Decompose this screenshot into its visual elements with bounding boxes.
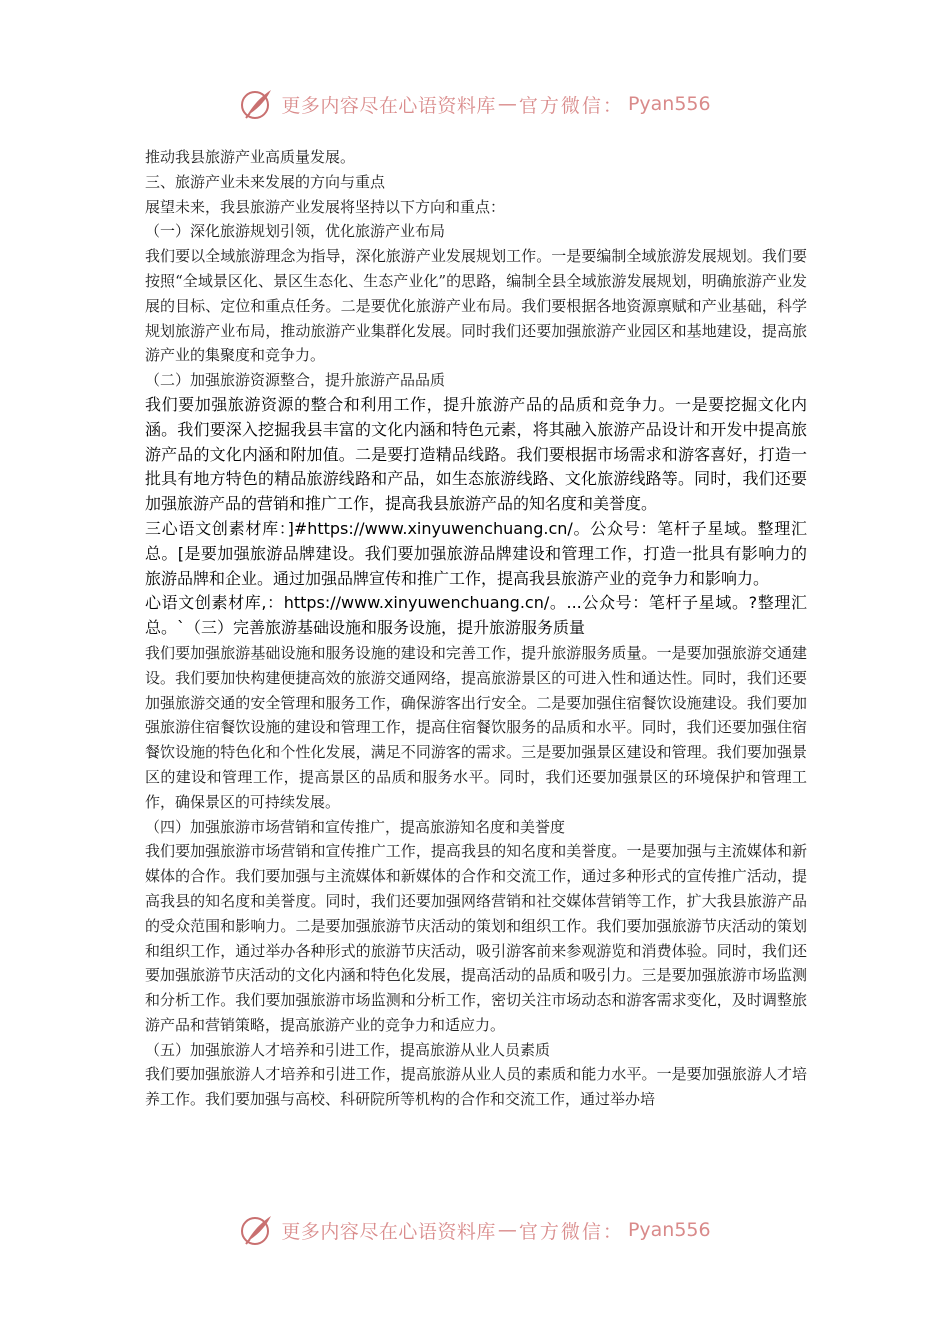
paragraph-sans: 心语文创素材库,：https://www.xinyuwenchuang.cn/。...公众号：笔杆子星域。?整理汇总。`（三）完善旅游基础设施和服务设施，提升旅游服务质量 — [145, 593, 807, 638]
paragraph-sans: 我们要加强旅游资源的整合和利用工作，提升旅游产品的品质和竞争力。一是要挖掘文化内涵。我们要深入挖掘我县丰富的文化内涵和特色元素，将其融入旅游产品设计和开发中提高旅游产品的文化内涵和附加值。二是要打造精品线路。我们要根据市场需求和游客喜好，打造一批具有地方特色的精品旅游线路和产品，如生态旅游线路、文化旅游线路等。同时，我们还要加强旅游产品的营销和推广工作，提高我县旅游产品的知名度和美誉度。 — [145, 394, 807, 514]
banner-dash: — — [497, 1219, 517, 1241]
banner-wechat-label: 官方微信： — [518, 1220, 624, 1243]
subsection-heading: （一）深化旅游规划引领，优化旅游产业布局 — [145, 222, 446, 241]
section-heading: 三、旅游产业未来发展的方向与重点 — [145, 172, 386, 191]
document-body — [145, 145, 807, 1112]
paragraph-sans: 三心语文创素材库：]#https://www.xinyuwenchuang.cn/。公众号：笔杆子星域。整理汇总。[是要加强旅游品牌建设。我们要加强旅游品牌建设和管理工作，打造一批具有影响力的旅游品牌和企业。通过加强品牌宣传和推广工作，提高我县旅游产业的竞争力和影响力。 — [145, 518, 807, 588]
banner-slogan: 更多内容尽在心语资料库 — [281, 94, 496, 117]
banner-wechat-id: Pyan556 — [627, 1219, 711, 1241]
banner-wechat-label: 官方微信： — [518, 94, 624, 117]
paragraph: 我们要加强旅游基础设施和服务设施的建设和完善工作，提升旅游服务质量。一是要加强旅游交通建设。我们要加快构建便捷高效的旅游交通网络，提高旅游景区的可进入性和通达性。同时，我们还要加强旅游交通的安全管理和服务工作，确保游客出行安全。二是要加强住宿餐饮设施建设。我们要加强旅游住宿餐饮设施的建设和管理工作，提高住宿餐饮服务的品质和水平。同时，我们还要加强住宿餐饮设施的特色化和个性化发展，满足不同游客的需求。三是要加强景区建设和管理。我们要加强景区的建设和管理工作，提高景区的品质和服务水平。同时，我们还要加强景区的环境保护和管理工作，确保景区的可持续发展。 — [145, 643, 807, 811]
footer-banner — [0, 1208, 950, 1252]
paragraph: 我们要加强旅游市场营销和宣传推广工作，提高我县的知名度和美誉度。一是要加强与主流媒体和新媒体的合作。我们要加强与主流媒体和新媒体的合作和交流工作，通过多种形式的宣传推广活动，提高我县的知名度和美誉度。同时，我们还要加强网络营销和社交媒体营销等工作，扩大我县旅游产品的受众范围和影响力。二是要加强旅游节庆活动的策划和组织工作。我们要加强旅游节庆活动的策划和组织工作，通过举办各种形式的旅游节庆活动，吸引游客前来参观游览和消费体验。同时，我们还要加强旅游节庆活动的文化内涵和特色化发展，提高活动的品质和吸引力。三是要加强旅游市场监测和分析工作。我们要加强旅游市场监测和分析工作，密切关注市场动态和游客需求变化，及时调整旅游产品和营销策略，提高旅游产业的竞争力和适应力。 — [145, 842, 807, 1034]
pen-feather-logo-icon — [239, 86, 275, 122]
paragraph: 我们要加强旅游人才培养和引进工作，提高旅游从业人员的素质和能力水平。一是要加强旅游人才培养工作。我们要加强与高校、科研院所等机构的合作和交流工作，通过举办培 — [145, 1065, 807, 1109]
header-banner — [0, 82, 950, 126]
pen-feather-logo-icon — [239, 1212, 275, 1248]
subsection-heading: （二）加强旅游资源整合，提升旅游产品品质 — [145, 371, 446, 390]
paragraph: 展望未来，我县旅游产业发展将坚持以下方向和重点： — [145, 197, 506, 216]
subsection-heading: （五）加强旅游人才培养和引进工作，提高旅游从业人员素质 — [145, 1040, 551, 1059]
paragraph: 我们要以全域旅游理念为指导，深化旅游产业发展规划工作。一是要编制全域旅游发展规划。我们要按照“全域景区化、景区生态化、生态产业化”的思路，编制全县全域旅游发展规划，明确旅游产业发展的目标、定位和重点任务。二是要优化旅游产业布局。我们要根据各地资源禀赋和产业基础，科学规划旅游产业布局，推动旅游产业集群化发展。同时我们还要加强旅游产业园区和基地建设，提高旅游产业的集聚度和竞争力。 — [145, 247, 807, 365]
paragraph: 推动我县旅游产业高质量发展。 — [145, 148, 356, 166]
banner-wechat-id: Pyan556 — [627, 93, 711, 115]
subsection-heading: （四）加强旅游市场营销和宣传推广，提高旅游知名度和美誉度 — [145, 817, 566, 836]
banner-slogan: 更多内容尽在心语资料库 — [281, 1220, 496, 1243]
banner-dash: — — [497, 93, 517, 115]
